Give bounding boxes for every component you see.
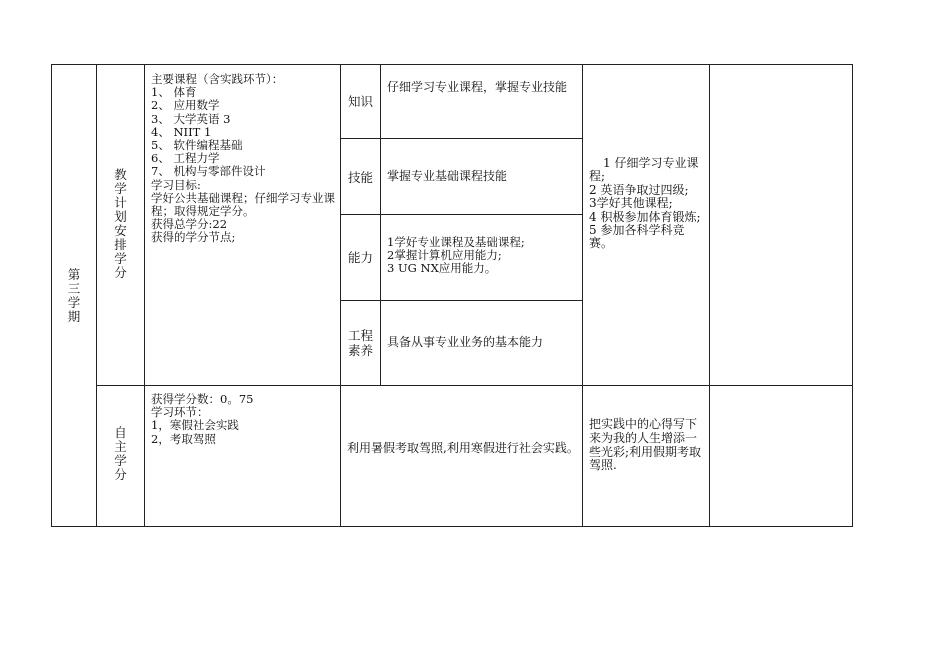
ability-line: 2掌握计算机应用能力;: [387, 248, 502, 263]
knowledge-text: 仔细学习专业课程，掌握专业技能: [387, 80, 568, 94]
measure-line: 5 参加各科学科竞赛。: [589, 223, 685, 251]
skill-text: 掌握专业基础课程技能: [387, 169, 508, 183]
measure-line: 1 仔细学习专业课程;: [589, 156, 699, 184]
vertical-char: 学: [114, 251, 127, 266]
ability-text: [387, 236, 579, 276]
measures-text: [589, 157, 705, 251]
category-label-skill: 技能: [347, 170, 373, 185]
course-line: 6、 工程力学: [151, 151, 220, 166]
section-label-plan: [97, 168, 144, 280]
vertical-char: 教: [114, 167, 127, 182]
self-credit-line: 获得学分数：0。75: [151, 392, 254, 406]
col-divider: [380, 64, 381, 386]
ability-line: 1学好专业课程及基础课程;: [387, 235, 525, 249]
course-line: 7、 机构与零部件设计: [151, 164, 266, 179]
vertical-char: 主: [114, 439, 127, 454]
row-divider: [340, 214, 582, 215]
self-credit-line: 学习环节：: [151, 405, 209, 420]
course-line: 学习目标:: [151, 177, 201, 192]
course-line: 2、 应用数学: [151, 98, 220, 113]
course-line: 5、 软件编程基础: [151, 138, 243, 153]
self-credit-line: 2，考取驾照: [151, 431, 216, 446]
vertical-char: 分: [114, 467, 127, 482]
col-divider: [340, 64, 341, 527]
category-label-knowledge: 知识: [347, 94, 373, 109]
ability-line: 3 UG NX应用能力。: [387, 261, 497, 276]
course-line: 4、 NIIT 1: [151, 124, 212, 139]
col-divider: [582, 64, 583, 527]
course-line: 3、 大学英语 3: [151, 111, 231, 126]
course-line: 1、 体育: [151, 85, 197, 100]
course-line: 学好公共基础课程；仔细学习专业课程；取得规定学分。: [151, 190, 335, 219]
vertical-char: 安: [114, 223, 127, 238]
vertical-char: 排: [114, 237, 127, 252]
measure-line: 4 积极参加体育锻炼;: [589, 209, 701, 224]
course-line: 获得的学分节点;: [151, 230, 236, 245]
table-border-right: [852, 64, 853, 527]
vertical-char: 期: [67, 309, 81, 324]
course-line: 主要课程（含实践环节）：: [151, 72, 284, 86]
course-line: 获得总学分:22: [151, 217, 228, 232]
measure-line: 2 英语争取过四级;: [589, 182, 689, 197]
self-credit-list: [151, 393, 337, 446]
vertical-char: 分: [114, 265, 127, 280]
category-label-quality: 工程素养: [347, 328, 373, 358]
semester-label: [52, 268, 96, 324]
col-divider: [144, 64, 145, 527]
row-divider: [340, 138, 582, 139]
vertical-char: 划: [114, 209, 127, 224]
table-border-top: [51, 64, 853, 65]
self-credit-line: 1，寒假社会实践: [151, 418, 239, 433]
reflection-text: 把实践中的心得写下来为我的人生增添一些光彩;利用假期考取驾照.: [589, 417, 702, 473]
practice-text: 利用暑假考取驾照,利用寒假进行社会实践。: [347, 441, 579, 455]
category-label-ability: 能力: [347, 250, 373, 265]
vertical-char: 学: [67, 295, 81, 310]
row-divider: [340, 300, 582, 301]
quality-text: 具备从事专业业务的基本能力: [387, 335, 544, 349]
section-label-self: [97, 426, 144, 482]
vertical-char: 计: [114, 195, 127, 210]
vertical-char: 自: [114, 425, 127, 440]
vertical-char: 三: [67, 281, 81, 296]
vertical-char: 第: [67, 267, 81, 282]
vertical-char: 学: [114, 453, 127, 468]
col-divider: [709, 64, 710, 527]
measure-line: 3学好其他课程;: [589, 196, 673, 211]
table-border-bottom: [51, 526, 853, 527]
vertical-char: 学: [114, 181, 127, 196]
row-divider: [96, 385, 853, 386]
course-list: [151, 73, 337, 245]
